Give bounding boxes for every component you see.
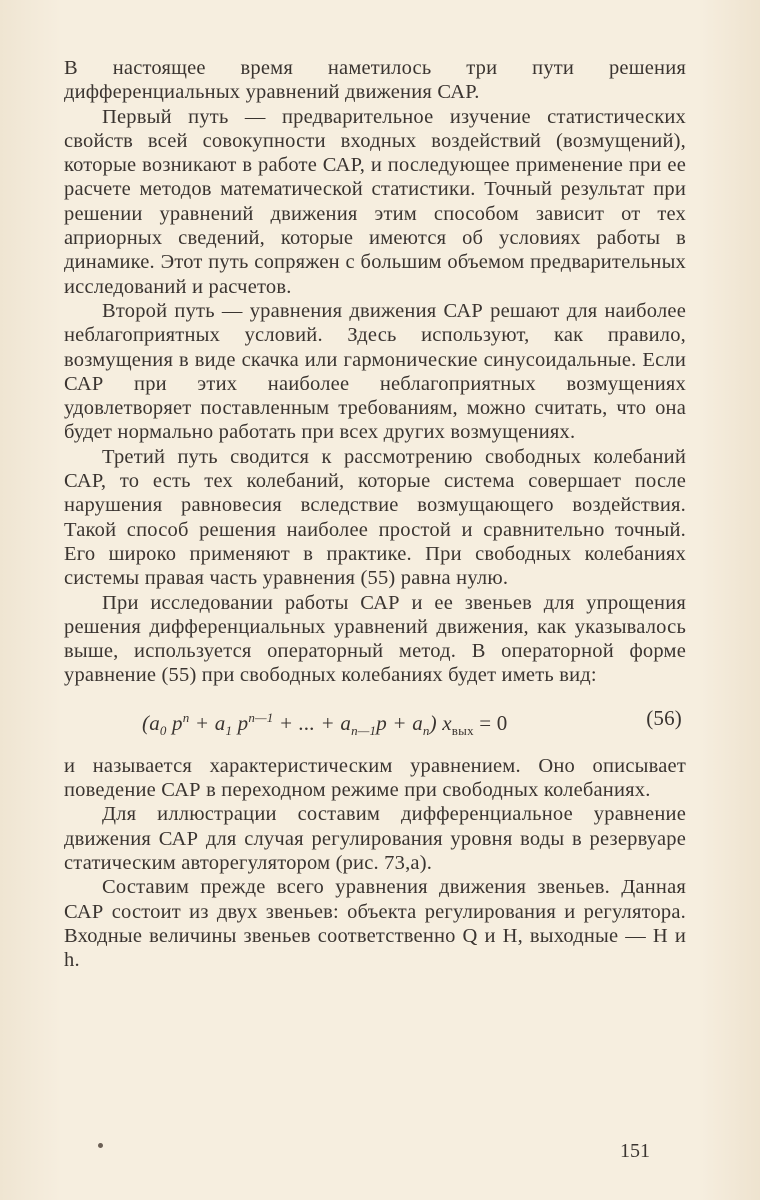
paragraph-second-path: Второй путь — уравнения движения САР решают для наиболее неблагоприятных условий. Здесь используют, как правило, возмущения в виде скачка или гармонические синусоидальные. Если САР при этих наиболее неблагоприятных возмущениях удовлетворяет поставленным требованиям, можно считать, что она будет нормально работать при всех других возмущениях. [64, 299, 686, 444]
equation-number: (56) [646, 705, 682, 730]
paragraph-links: Составим прежде всего уравнения движения звеньев. Данная САР состоит из двух звеньев: объекта регулирования и регулятора. Входные величины звеньев соответственно Q и H, выходные — H и h. [64, 876, 686, 972]
paragraph-illustration: Для иллюстрации составим дифференциальное уравнение движения САР для случая регулирования уровня воды в резервуаре статическим авторегулятором (рис. 73,а). [64, 803, 686, 874]
paragraph-operator-method: При исследовании работы САР и ее звеньев для упрощения решения дифференциальных уравнений движения, как указывалось выше, используется операторный метод. В операторной форме уравнение (55) при свободных колебаниях будет иметь вид: [64, 591, 686, 687]
paragraph-characteristic: и называется характеристическим уравнением. Оно описывает поведение САР в переходном режиме при свободных колебаниях. [64, 754, 686, 802]
page-number: 151 [620, 1140, 650, 1162]
print-dot [98, 1143, 103, 1148]
paragraph-first-path: Первый путь — предварительное изучение статистических свойств всей совокупности входных воздействий (возмущений), которые возникают в работе САР, и последующее применение при ее расчете методов математической статистики. Точный результат при решении уравнений движения этим способом зависит от тех априорных сведений, которые имеются об условиях работы в динамике. Этот путь сопряжен с большим объемом предварительных исследований и расчетов. [64, 105, 686, 298]
characteristic-equation: ($a_0$ $p^n + a_1$ $p^{n—1}$ + ... + $a_{n—1}p + a_n$) $x_{вых} = 0$ [142, 709, 508, 738]
main-text [64, 56, 686, 972]
paragraph-third-path: Третий путь сводится к рассмотрению свободных колебаний САР, то есть тех колебаний, которые система совершает после нарушения равновесия вследствие возмущающего воздействия. Такой способ решения наиболее простой и сравнительно точный. Его широко применяют в практике. При свободных колебаниях системы правая часть уравнения (55) равна нулю. [64, 445, 686, 590]
equation-56 [64, 692, 686, 748]
paragraph-intro: В настоящее время наметилось три пути решения дифференциальных уравнений движения САР. [64, 57, 686, 104]
